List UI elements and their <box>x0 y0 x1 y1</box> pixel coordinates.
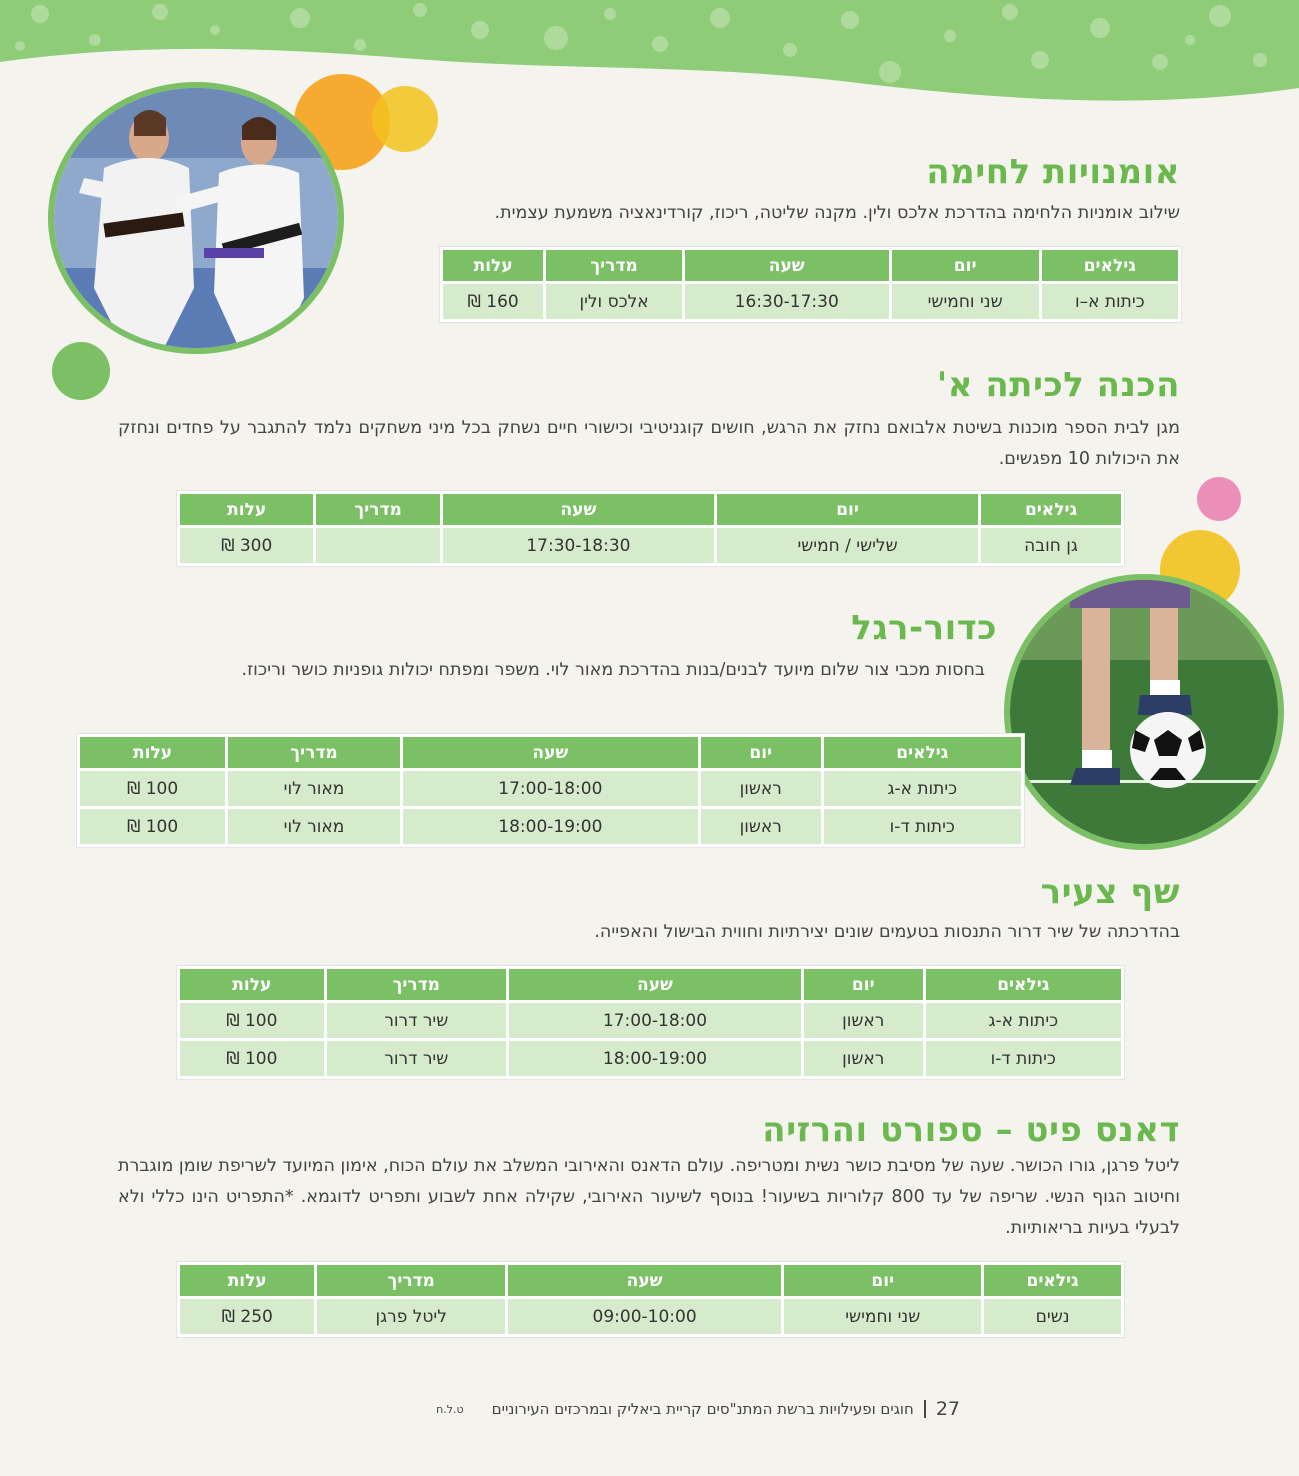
cell-time: 18:00-19:00 <box>509 1041 801 1076</box>
cell-instructor: אלכס ולין <box>546 284 681 319</box>
cell-ages: כיתות ד-ו <box>926 1041 1121 1076</box>
cell-time: 17:30-18:30 <box>443 528 714 563</box>
table-header: יום <box>717 494 978 525</box>
table-header: עלות <box>443 250 543 281</box>
table-header: שעה <box>443 494 714 525</box>
cell-time: 17:00-18:00 <box>509 1003 801 1038</box>
cell-day: שני וחמישי <box>892 284 1039 319</box>
schedule-table-first-grade-prep <box>177 491 1124 566</box>
table-row <box>80 771 1021 806</box>
table-header: גילאים <box>984 1265 1121 1296</box>
karate-illustration <box>54 88 338 348</box>
page-footer <box>340 1396 960 1422</box>
yellow-circle-decoration <box>372 86 438 152</box>
cell-instructor: ליטל פרגן <box>317 1299 504 1334</box>
schedule-table-football <box>77 734 1024 847</box>
table-header: יום <box>892 250 1039 281</box>
table-header: גילאים <box>926 969 1121 1000</box>
table-header: מדריך <box>327 969 506 1000</box>
soccer-photo <box>1004 574 1284 850</box>
table-row <box>443 284 1178 319</box>
table-header: שעה <box>508 1265 781 1296</box>
cell-day: ראשון <box>701 771 821 806</box>
cell-cost: 250 ₪ <box>180 1299 314 1334</box>
footer-divider <box>924 1400 926 1418</box>
schedule-table-young-chef <box>177 966 1124 1079</box>
table-header: שעה <box>403 737 698 768</box>
footer-note: ט.ל.ח <box>436 1402 464 1416</box>
table-header: גילאים <box>1042 250 1178 281</box>
cell-day: ראשון <box>804 1003 923 1038</box>
soccer-illustration <box>1010 580 1278 844</box>
table-header: עלות <box>180 1265 314 1296</box>
cell-instructor <box>316 528 439 563</box>
footer-text: חוגים ופעילויות ברשת המתנ"סים קריית ביאליק ובמרכזים העירוניים <box>491 1400 914 1418</box>
table-row <box>180 528 1121 563</box>
table-header: גילאים <box>824 737 1021 768</box>
cell-ages: כיתות א–ו <box>1042 284 1178 319</box>
table-header: שעה <box>509 969 801 1000</box>
cell-day: שלישי / חמישי <box>717 528 978 563</box>
cell-instructor: שיר דרור <box>327 1003 506 1038</box>
section-title-martial-arts: אומנויות לחימה <box>926 152 1180 192</box>
table-header: גילאים <box>981 494 1121 525</box>
green-circle-decoration <box>52 342 110 400</box>
table-header: מדריך <box>317 1265 504 1296</box>
cell-day: ראשון <box>701 809 821 844</box>
cell-time: 09:00-10:00 <box>508 1299 781 1334</box>
cell-instructor: מאור לוי <box>228 809 400 844</box>
karate-photo <box>48 82 344 354</box>
cell-day: ראשון <box>804 1041 923 1076</box>
cell-ages: כיתות ד-ו <box>824 809 1021 844</box>
table-header: עלות <box>80 737 225 768</box>
cell-cost: 100 ₪ <box>180 1003 324 1038</box>
section-title-dance-fit: דאנס פיט – ספורט והרזיה <box>762 1110 1180 1150</box>
table-header: עלות <box>180 494 313 525</box>
table-header: עלות <box>180 969 324 1000</box>
section-desc-martial-arts: שילוב אומניות הלחימה בהדרכת אלכס ולין. מקנה שליטה, ריכוז, קורדינאציה משמעת עצמית. <box>494 203 1180 223</box>
cell-ages: כיתות א-ג <box>824 771 1021 806</box>
table-row <box>180 1003 1121 1038</box>
section-desc-young-chef: בהדרכתה של שיר דרור התנסות בטעמים שונים יצירתיות וחווית הבישול והאפייה. <box>594 922 1180 942</box>
schedule-table-dance-fit <box>177 1262 1124 1337</box>
cell-time: 17:00-18:00 <box>403 771 698 806</box>
section-title-football: כדור-רגל <box>851 608 997 648</box>
section-title-young-chef: שף צעיר <box>1040 872 1180 912</box>
section-title-first-grade-prep: הכנה לכיתה א' <box>936 365 1180 405</box>
table-row <box>80 809 1021 844</box>
cell-instructor: שיר דרור <box>327 1041 506 1076</box>
cell-ages: נשים <box>984 1299 1121 1334</box>
table-row <box>180 1299 1121 1334</box>
pink-circle-decoration <box>1197 477 1241 521</box>
page-number: 27 <box>935 1398 960 1420</box>
table-row <box>180 1041 1121 1076</box>
cell-cost: 300 ₪ <box>180 528 313 563</box>
section-desc-dance-fit: ליטל פרגן, גורו הכושר. שעה של מסיבת כושר נשית ומטריפה. עולם הדאנס והאירובי המשלב את עולם הכוח, אימון המיועד לשריפת שומן מוגברת וחיטוב הגוף הנשי. שריפה של עד 800 קלוריות בשיעור! בנוסף לשיעור האירובי, שקילה אחת לשבוע ותפריט לדוגמא. *התפריט הינו כללי ולא לבעלי בעיות בריאותיות. <box>118 1156 1180 1238</box>
table-header: יום <box>701 737 821 768</box>
cell-cost: 100 ₪ <box>180 1041 324 1076</box>
schedule-table-martial-arts <box>440 247 1181 322</box>
cell-cost: 160 ₪ <box>443 284 543 319</box>
section-desc-football: בחסות מכבי צור שלום מיועד לבנים/בנות בהדרכת מאור לוי. משפר ומפתח יכולות גופניות כושר וריכוז. <box>241 660 985 680</box>
table-header: שעה <box>685 250 889 281</box>
section-desc-first-grade-prep: מגן לבית הספר מוכנות בשיטת אלבואם נחזק את הרגש, חושים קוגניטיבי וכישורי חיים נשחק בכל מיני משחקים נלמד להתגבר על פחדים ונחזק את היכולות 10 מפגשים. <box>118 418 1180 469</box>
table-header: יום <box>804 969 923 1000</box>
table-header: יום <box>784 1265 981 1296</box>
cell-instructor: מאור לוי <box>228 771 400 806</box>
cell-time: 18:00-19:00 <box>403 809 698 844</box>
cell-day: שני וחמישי <box>784 1299 981 1334</box>
table-header: מדריך <box>546 250 681 281</box>
cell-ages: גן חובה <box>981 528 1121 563</box>
cell-cost: 100 ₪ <box>80 809 225 844</box>
table-header: מדריך <box>228 737 400 768</box>
cell-cost: 100 ₪ <box>80 771 225 806</box>
table-header: מדריך <box>316 494 439 525</box>
cell-ages: כיתות א-ג <box>926 1003 1121 1038</box>
cell-time: 16:30-17:30 <box>685 284 889 319</box>
